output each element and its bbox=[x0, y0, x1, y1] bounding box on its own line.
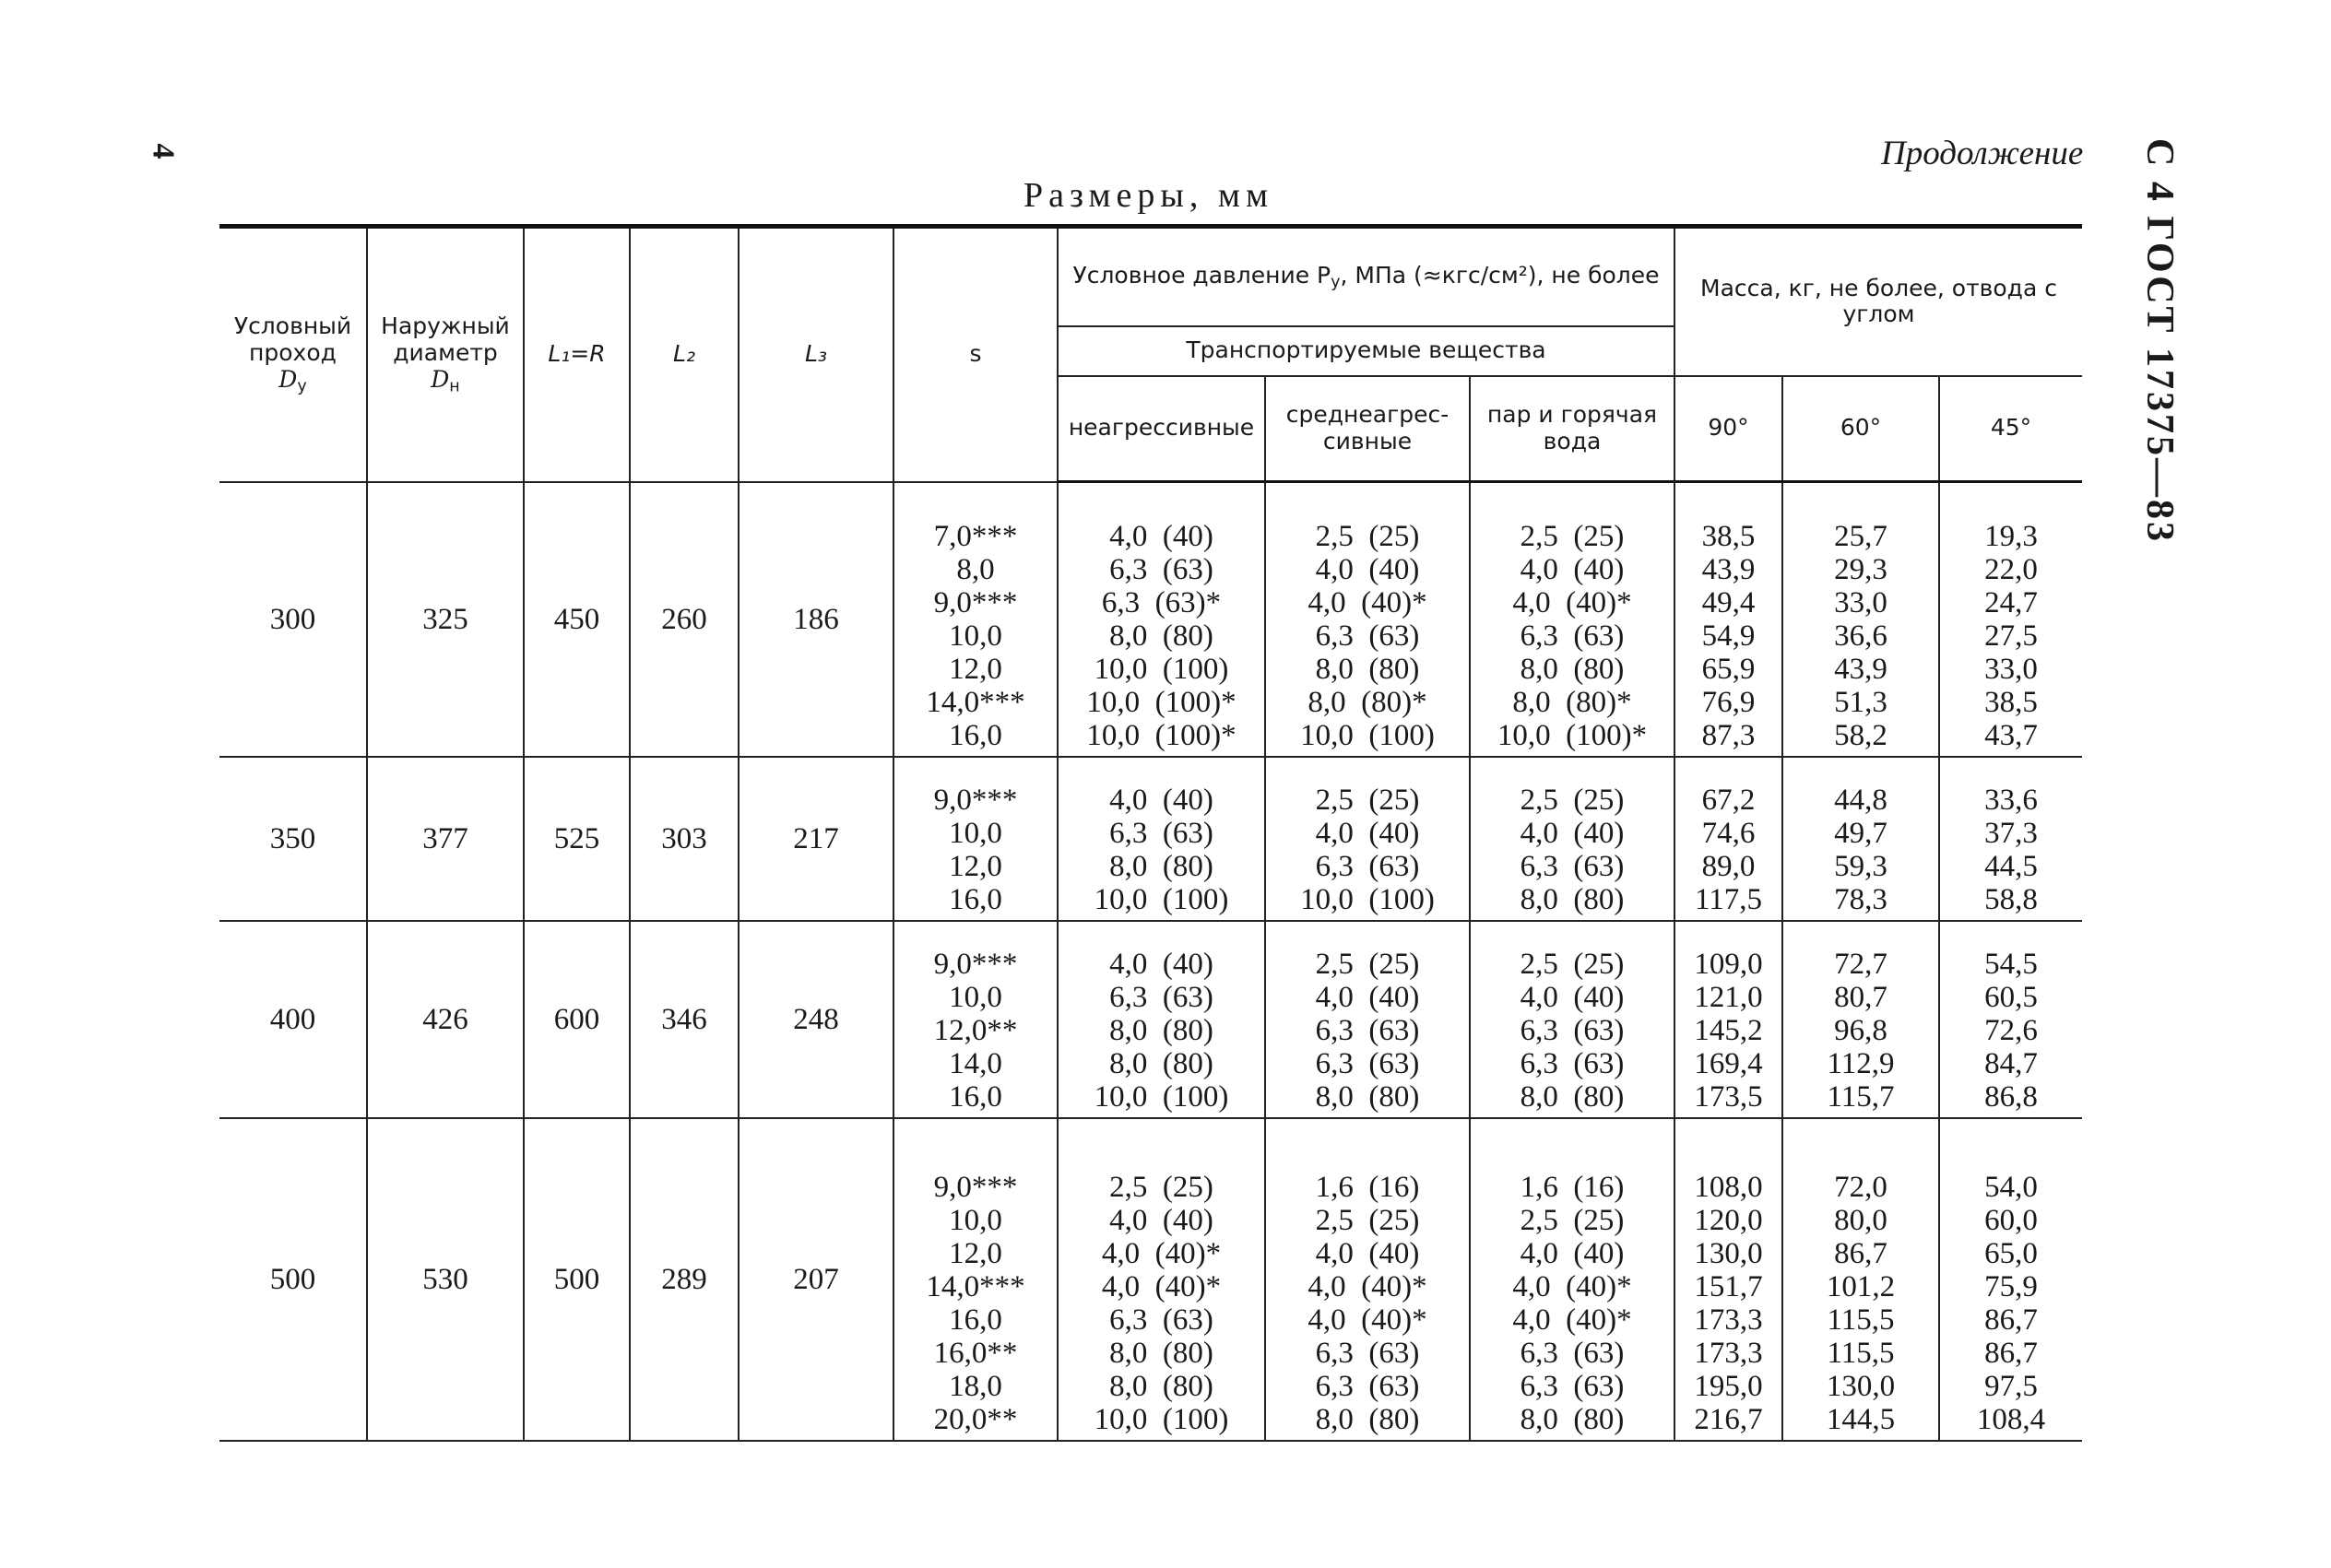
cell-value: 4,0 (40) bbox=[1109, 784, 1213, 817]
cell-value: 87,3 bbox=[1701, 719, 1756, 752]
cell-value: 2,5 (25) bbox=[1315, 520, 1420, 553]
cell-value: 16,0** bbox=[933, 1337, 1018, 1370]
cell-value: 101,2 bbox=[1826, 1270, 1896, 1303]
cell-l1: 600 bbox=[524, 921, 630, 1118]
cell-value: 117,5 bbox=[1694, 883, 1763, 916]
cell-value: 9,0*** bbox=[933, 784, 1018, 817]
cell-pressure-nonaggressive bbox=[1058, 757, 1265, 921]
cell-value: 4,0 (40)* bbox=[1512, 586, 1632, 619]
cell-value: 169,4 bbox=[1694, 1047, 1763, 1080]
cell-dy: 300 bbox=[219, 482, 367, 758]
cell-value: 86,8 bbox=[1984, 1080, 2038, 1114]
cell-value: 4,0 (40)* bbox=[1307, 1303, 1427, 1337]
cell-value: 33,6 bbox=[1984, 784, 2038, 817]
cell-value: 27,5 bbox=[1984, 619, 2038, 653]
cell-value: 4,0 (40)* bbox=[1307, 586, 1427, 619]
standard-designation: С 4 ГОСТ 17375—83 bbox=[2138, 138, 2181, 545]
cell-value: 14,0*** bbox=[926, 1270, 1025, 1303]
cell-value: 8,0 (80) bbox=[1109, 1337, 1213, 1370]
cell-value: 80,0 bbox=[1834, 1204, 1887, 1237]
cell-value: 72,0 bbox=[1834, 1171, 1887, 1204]
cell-value: 8,0 (80) bbox=[1109, 1047, 1213, 1080]
cell-pressure-nonaggressive bbox=[1058, 482, 1265, 758]
cell-value: 65,0 bbox=[1984, 1237, 2038, 1270]
cell-value: 8,0 (80) bbox=[1520, 1080, 1625, 1114]
cell-value: 75,9 bbox=[1984, 1270, 2038, 1303]
cell-value: 6,3 (63) bbox=[1315, 850, 1420, 883]
cell-value: 10,0 (100)* bbox=[1086, 686, 1236, 719]
cell-value: 115,5 bbox=[1827, 1303, 1895, 1337]
header-angle-60: 60° bbox=[1782, 376, 1939, 482]
cell-value: 115,7 bbox=[1827, 1080, 1895, 1114]
cell-value: 195,0 bbox=[1694, 1370, 1763, 1403]
cell-value: 216,7 bbox=[1694, 1403, 1763, 1436]
cell-value: 14,0 bbox=[949, 1047, 1002, 1080]
cell-l1: 450 bbox=[524, 482, 630, 758]
cell-value: 1,6 (16) bbox=[1520, 1171, 1625, 1204]
cell-value: 19,3 bbox=[1984, 520, 2038, 553]
cell-mass-90 bbox=[1674, 482, 1782, 758]
cell-dy: 350 bbox=[219, 757, 367, 921]
cell-value: 9,0*** bbox=[933, 948, 1018, 981]
cell-value: 36,6 bbox=[1834, 619, 1887, 653]
header-l2: L₂ bbox=[630, 227, 739, 482]
cell-pressure-nonaggressive bbox=[1058, 1118, 1265, 1441]
cell-value: 130,0 bbox=[1694, 1237, 1763, 1270]
cell-value: 2,5 (25) bbox=[1520, 948, 1625, 981]
table-row bbox=[219, 757, 2082, 921]
cell-value: 24,7 bbox=[1984, 586, 2038, 619]
cell-value: 4,0 (40)* bbox=[1101, 1270, 1222, 1303]
cell-dn: 377 bbox=[367, 757, 524, 921]
cell-value: 54,0 bbox=[1984, 1171, 2038, 1204]
cell-value: 6,3 (63) bbox=[1520, 619, 1625, 653]
cell-value: 4,0 (40) bbox=[1315, 817, 1420, 850]
cell-wall-thickness bbox=[893, 921, 1058, 1118]
cell-value: 4,0 (40) bbox=[1520, 1237, 1625, 1270]
cell-value: 86,7 bbox=[1834, 1237, 1887, 1270]
cell-value: 8,0 (80) bbox=[1315, 653, 1420, 686]
cell-mass-90 bbox=[1674, 1118, 1782, 1441]
header-steam-hot-water: пар и горячая вода bbox=[1470, 376, 1674, 482]
cell-value: 6,3 (63) bbox=[1520, 850, 1625, 883]
cell-value: 86,7 bbox=[1984, 1303, 2038, 1337]
cell-value: 10,0 bbox=[949, 1204, 1002, 1237]
cell-value: 8,0 (80)* bbox=[1307, 686, 1427, 719]
cell-value: 6,3 (63) bbox=[1109, 553, 1213, 586]
cell-value: 6,3 (63) bbox=[1520, 1047, 1625, 1080]
cell-l2: 260 bbox=[630, 482, 739, 758]
cell-value: 12,0 bbox=[949, 653, 1002, 686]
cell-value: 89,0 bbox=[1701, 850, 1756, 883]
cell-value: 4,0 (40)* bbox=[1101, 1237, 1222, 1270]
header-nonaggressive: неагрессивные bbox=[1058, 376, 1265, 482]
cell-value: 58,8 bbox=[1984, 883, 2038, 916]
header-mass: Масса, кг, не более, отвода с углом bbox=[1674, 227, 2082, 376]
cell-wall-thickness bbox=[893, 757, 1058, 921]
cell-value: 10,0 (100) bbox=[1094, 1080, 1229, 1114]
cell-value: 8,0 (80) bbox=[1109, 1370, 1213, 1403]
cell-value: 54,9 bbox=[1701, 619, 1756, 653]
cell-value: 145,2 bbox=[1694, 1014, 1763, 1047]
header-l1: L₁=R bbox=[524, 227, 630, 482]
cell-value: 108,4 bbox=[1976, 1403, 2046, 1436]
cell-value: 8,0 (80) bbox=[1520, 653, 1625, 686]
header-outer-diameter-label: Наружный диаметр bbox=[381, 312, 510, 366]
cell-value: 38,5 bbox=[1984, 686, 2038, 719]
cell-value: 4,0 (40) bbox=[1520, 981, 1625, 1014]
cell-value: 10,0 bbox=[949, 981, 1002, 1014]
cell-value: 2,5 (25) bbox=[1520, 1204, 1625, 1237]
cell-value: 173,5 bbox=[1694, 1080, 1763, 1114]
table-row bbox=[219, 921, 2082, 1118]
cell-dn: 325 bbox=[367, 482, 524, 758]
header-outer-diameter-sub: н bbox=[449, 377, 460, 396]
cell-value: 6,3 (63) bbox=[1315, 1337, 1420, 1370]
cell-value: 86,7 bbox=[1984, 1337, 2038, 1370]
cell-value: 43,9 bbox=[1834, 653, 1887, 686]
cell-mass-60 bbox=[1782, 482, 1939, 758]
cell-value: 9,0*** bbox=[933, 1171, 1018, 1204]
cell-value: 4,0 (40) bbox=[1520, 553, 1625, 586]
cell-value: 4,0 (40)* bbox=[1307, 1270, 1427, 1303]
cell-value: 2,5 (25) bbox=[1315, 784, 1420, 817]
cell-mass-90 bbox=[1674, 757, 1782, 921]
cell-value: 4,0 (40) bbox=[1315, 553, 1420, 586]
cell-value: 173,3 bbox=[1694, 1337, 1763, 1370]
cell-value: 54,5 bbox=[1984, 948, 2038, 981]
cell-mass-45 bbox=[1939, 1118, 2082, 1441]
cell-value: 173,3 bbox=[1694, 1303, 1763, 1337]
cell-value: 49,7 bbox=[1834, 817, 1887, 850]
header-l3: L₃ bbox=[739, 227, 893, 482]
cell-value: 60,5 bbox=[1984, 981, 2038, 1014]
cell-value: 6,3 (63) bbox=[1109, 817, 1213, 850]
cell-value: 33,0 bbox=[1834, 586, 1887, 619]
cell-l3: 248 bbox=[739, 921, 893, 1118]
cell-value: 4,0 (40) bbox=[1520, 817, 1625, 850]
cell-value: 10,0 (100) bbox=[1094, 883, 1229, 916]
cell-value: 6,3 (63) bbox=[1315, 1047, 1420, 1080]
cell-value: 37,3 bbox=[1984, 817, 2038, 850]
cell-mass-60 bbox=[1782, 1118, 1939, 1441]
cell-value: 6,3 (63)* bbox=[1101, 586, 1222, 619]
dimensions-table bbox=[219, 224, 2082, 1442]
cell-value: 72,6 bbox=[1984, 1014, 2038, 1047]
cell-l1: 525 bbox=[524, 757, 630, 921]
cell-value: 4,0 (40) bbox=[1315, 1237, 1420, 1270]
cell-mass-45 bbox=[1939, 757, 2082, 921]
cell-dy: 400 bbox=[219, 921, 367, 1118]
cell-l3: 207 bbox=[739, 1118, 893, 1441]
cell-value: 10,0 (100) bbox=[1094, 653, 1229, 686]
header-wall-thickness: s bbox=[893, 227, 1058, 482]
cell-dn: 426 bbox=[367, 921, 524, 1118]
cell-dy: 500 bbox=[219, 1118, 367, 1441]
cell-mass-60 bbox=[1782, 757, 1939, 921]
cell-value: 4,0 (40)* bbox=[1512, 1303, 1632, 1337]
cell-value: 1,6 (16) bbox=[1315, 1171, 1420, 1204]
cell-value: 10,0 (100)* bbox=[1086, 719, 1236, 752]
cell-value: 6,3 (63) bbox=[1109, 1303, 1213, 1337]
cell-value: 12,0** bbox=[933, 1014, 1018, 1047]
cell-value: 10,0 bbox=[949, 817, 1002, 850]
cell-value: 4,0 (40) bbox=[1109, 1204, 1213, 1237]
cell-pressure-steam bbox=[1470, 921, 1674, 1118]
cell-value: 65,9 bbox=[1701, 653, 1756, 686]
page-number: 4 bbox=[146, 143, 181, 159]
cell-value: 8,0 (80) bbox=[1109, 619, 1213, 653]
header-medium-aggressive: среднеагрес-сивные bbox=[1265, 376, 1470, 482]
header-pressure-sub: у bbox=[1331, 272, 1341, 291]
header-nominal-bore-sub: у bbox=[297, 377, 307, 396]
cell-value: 120,0 bbox=[1694, 1204, 1763, 1237]
cell-value: 16,0 bbox=[949, 1080, 1002, 1114]
cell-value: 4,0 (40) bbox=[1109, 948, 1213, 981]
cell-mass-90 bbox=[1674, 921, 1782, 1118]
cell-value: 2,5 (25) bbox=[1109, 1171, 1213, 1204]
cell-value: 58,2 bbox=[1834, 719, 1887, 752]
cell-pressure-steam bbox=[1470, 482, 1674, 758]
cell-value: 16,0 bbox=[949, 1303, 1002, 1337]
table-caption: Размеры, мм bbox=[1024, 176, 1274, 215]
cell-l1: 500 bbox=[524, 1118, 630, 1441]
cell-l2: 289 bbox=[630, 1118, 739, 1441]
cell-value: 4,0 (40)* bbox=[1512, 1270, 1632, 1303]
cell-l2: 303 bbox=[630, 757, 739, 921]
cell-value: 4,0 (40) bbox=[1315, 981, 1420, 1014]
cell-value: 67,2 bbox=[1701, 784, 1756, 817]
table-body bbox=[219, 482, 2082, 1442]
table-header bbox=[219, 227, 2082, 482]
cell-value: 49,4 bbox=[1701, 586, 1756, 619]
cell-value: 112,9 bbox=[1827, 1047, 1895, 1080]
cell-value: 8,0 (80) bbox=[1520, 883, 1625, 916]
cell-value: 115,5 bbox=[1827, 1337, 1895, 1370]
cell-mass-45 bbox=[1939, 921, 2082, 1118]
cell-pressure-medium bbox=[1265, 1118, 1470, 1441]
cell-value: 10,0 (100) bbox=[1300, 883, 1435, 916]
cell-value: 60,0 bbox=[1984, 1204, 2038, 1237]
cell-value: 16,0 bbox=[949, 719, 1002, 752]
cell-value: 29,3 bbox=[1834, 553, 1887, 586]
cell-value: 151,7 bbox=[1694, 1270, 1763, 1303]
cell-value: 9,0*** bbox=[933, 586, 1018, 619]
cell-value: 12,0 bbox=[949, 850, 1002, 883]
cell-value: 109,0 bbox=[1694, 948, 1763, 981]
cell-mass-45 bbox=[1939, 482, 2082, 758]
cell-value: 96,8 bbox=[1834, 1014, 1887, 1047]
cell-value: 72,7 bbox=[1834, 948, 1887, 981]
cell-value: 10,0 bbox=[949, 619, 1002, 653]
cell-wall-thickness bbox=[893, 482, 1058, 758]
cell-value: 6,3 (63) bbox=[1315, 1014, 1420, 1047]
header-pressure-text-a: Условное давление P bbox=[1072, 261, 1331, 289]
cell-value: 10,0 (100) bbox=[1300, 719, 1435, 752]
cell-value: 130,0 bbox=[1826, 1370, 1896, 1403]
cell-pressure-steam bbox=[1470, 1118, 1674, 1441]
cell-value: 2,5 (25) bbox=[1520, 520, 1625, 553]
header-nominal-bore bbox=[219, 227, 367, 482]
header-pressure-text-b: , МПа (≈кгс/см²), не более bbox=[1340, 261, 1660, 289]
cell-value: 33,0 bbox=[1984, 653, 2038, 686]
header-outer-diameter-symbol: D bbox=[431, 365, 450, 393]
header-angle-90: 90° bbox=[1674, 376, 1782, 482]
cell-value: 6,3 (63) bbox=[1520, 1370, 1625, 1403]
cell-value: 6,3 (63) bbox=[1315, 1370, 1420, 1403]
cell-pressure-steam bbox=[1470, 757, 1674, 921]
table-row bbox=[219, 1118, 2082, 1441]
cell-value: 8,0 (80) bbox=[1109, 850, 1213, 883]
cell-value: 4,0 (40) bbox=[1109, 520, 1213, 553]
cell-value: 25,7 bbox=[1834, 520, 1887, 553]
cell-l3: 186 bbox=[739, 482, 893, 758]
cell-value: 8,0 bbox=[956, 553, 995, 586]
cell-dn: 530 bbox=[367, 1118, 524, 1441]
cell-value: 12,0 bbox=[949, 1237, 1002, 1270]
continuation-label: Продолжение bbox=[1881, 135, 2084, 172]
cell-value: 16,0 bbox=[949, 883, 1002, 916]
cell-value: 2,5 (25) bbox=[1315, 1204, 1420, 1237]
cell-pressure-nonaggressive bbox=[1058, 921, 1265, 1118]
header-angle-45: 45° bbox=[1939, 376, 2082, 482]
cell-value: 8,0 (80) bbox=[1315, 1080, 1420, 1114]
header-outer-diameter bbox=[367, 227, 524, 482]
cell-value: 44,8 bbox=[1834, 784, 1887, 817]
cell-pressure-medium bbox=[1265, 757, 1470, 921]
cell-value: 59,3 bbox=[1834, 850, 1887, 883]
cell-l2: 346 bbox=[630, 921, 739, 1118]
header-nominal-bore-label: Условный проход bbox=[233, 312, 352, 366]
cell-value: 10,0 (100)* bbox=[1497, 719, 1648, 752]
cell-value: 43,7 bbox=[1984, 719, 2038, 752]
cell-value: 43,9 bbox=[1701, 553, 1756, 586]
cell-value: 6,3 (63) bbox=[1315, 619, 1420, 653]
cell-wall-thickness bbox=[893, 1118, 1058, 1441]
cell-value: 7,0*** bbox=[933, 520, 1018, 553]
cell-value: 76,9 bbox=[1701, 686, 1756, 719]
cell-value: 18,0 bbox=[949, 1370, 1002, 1403]
cell-value: 6,3 (63) bbox=[1520, 1337, 1625, 1370]
cell-value: 84,7 bbox=[1984, 1047, 2038, 1080]
dimensions-table-container bbox=[219, 224, 2082, 1442]
cell-mass-60 bbox=[1782, 921, 1939, 1118]
cell-value: 97,5 bbox=[1984, 1370, 2038, 1403]
cell-pressure-medium bbox=[1265, 921, 1470, 1118]
cell-value: 10,0 (100) bbox=[1094, 1403, 1229, 1436]
cell-value: 78,3 bbox=[1834, 883, 1887, 916]
cell-pressure-medium bbox=[1265, 482, 1470, 758]
header-pressure bbox=[1058, 227, 1674, 326]
cell-value: 22,0 bbox=[1984, 553, 2038, 586]
header-nominal-bore-symbol: D bbox=[278, 365, 298, 393]
cell-value: 8,0 (80) bbox=[1520, 1403, 1625, 1436]
cell-value: 80,7 bbox=[1834, 981, 1887, 1014]
cell-l3: 217 bbox=[739, 757, 893, 921]
cell-value: 74,6 bbox=[1701, 817, 1756, 850]
table-row bbox=[219, 482, 2082, 758]
cell-value: 20,0** bbox=[933, 1403, 1018, 1436]
cell-value: 51,3 bbox=[1834, 686, 1887, 719]
cell-value: 38,5 bbox=[1701, 520, 1756, 553]
cell-value: 8,0 (80) bbox=[1109, 1014, 1213, 1047]
cell-value: 121,0 bbox=[1694, 981, 1763, 1014]
header-substances: Транспортируемые вещества bbox=[1058, 326, 1674, 376]
cell-value: 44,5 bbox=[1984, 850, 2038, 883]
cell-value: 6,3 (63) bbox=[1109, 981, 1213, 1014]
cell-value: 2,5 (25) bbox=[1315, 948, 1420, 981]
cell-value: 8,0 (80)* bbox=[1512, 686, 1632, 719]
cell-value: 14,0*** bbox=[926, 686, 1025, 719]
cell-value: 6,3 (63) bbox=[1520, 1014, 1625, 1047]
cell-value: 108,0 bbox=[1694, 1171, 1763, 1204]
cell-value: 8,0 (80) bbox=[1315, 1403, 1420, 1436]
cell-value: 144,5 bbox=[1826, 1403, 1896, 1436]
cell-value: 2,5 (25) bbox=[1520, 784, 1625, 817]
